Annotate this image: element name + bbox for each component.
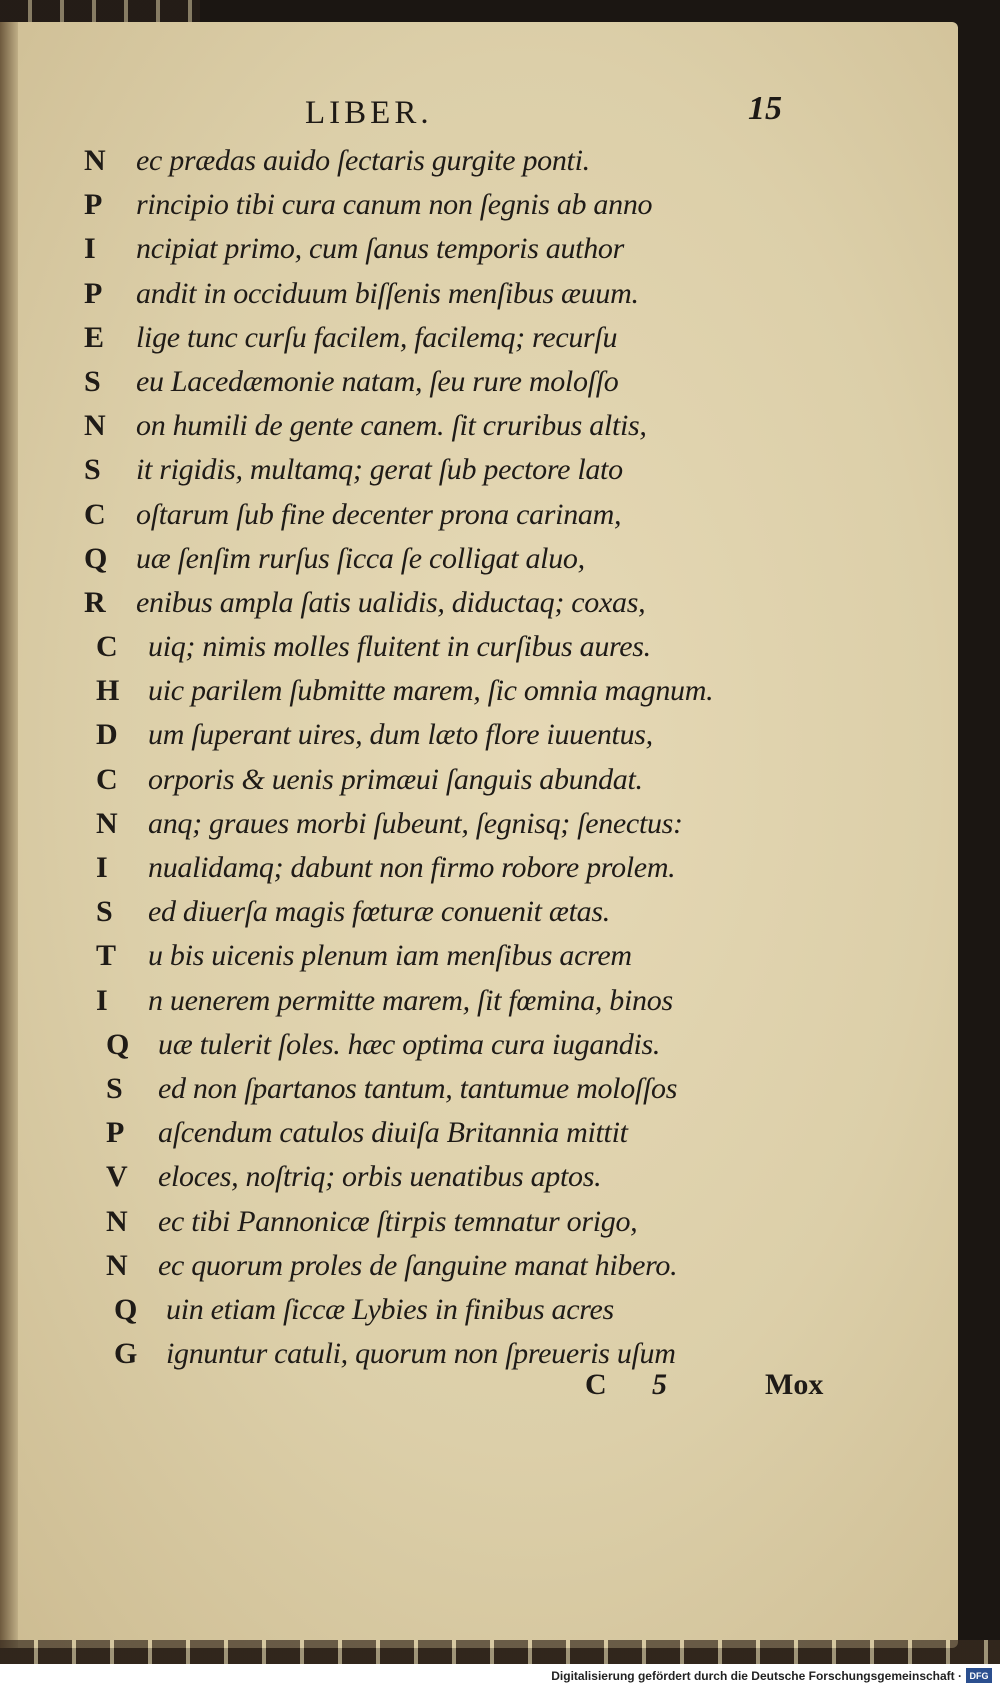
verse-line	[84, 1072, 864, 1116]
verse-line	[84, 1249, 864, 1293]
line-text: ec quorum proles de ſanguine manat hibero.	[158, 1248, 678, 1282]
line-initial: E	[84, 320, 105, 354]
line-text: ec prædas auido ſectaris gurgite ponti.	[136, 144, 590, 177]
line-text: uiq; nimis molles fluitent in curſibus aures.	[148, 630, 651, 664]
line-initial: D	[96, 718, 118, 752]
line-initial: S	[84, 364, 101, 398]
line-text: anq; graues morbi ſubeunt, ſegnisq; ſenectus:	[148, 806, 683, 840]
line-text: aſcendum catulos diuiſa Britannia mittit	[158, 1116, 628, 1150]
verse-line	[84, 1160, 864, 1204]
line-text: ed non ſpartanos tantum, tantumue moloſſos	[158, 1071, 678, 1105]
verse-line	[84, 321, 864, 365]
line-initial: Q	[106, 1027, 130, 1061]
line-initial: V	[106, 1160, 128, 1194]
verse-line	[84, 498, 864, 542]
signature-number: 5	[652, 1368, 667, 1401]
line-initial: P	[84, 276, 103, 310]
line-initial: I	[96, 851, 108, 884]
line-initial: S	[96, 895, 113, 929]
line-initial: N	[84, 409, 106, 443]
bottom-page-edges	[0, 1640, 1000, 1664]
dfg-logo-icon: DFG	[966, 1668, 992, 1683]
verse-line	[84, 409, 864, 453]
line-text: enibus ampla ſatis ualidis, diductaq; coxas,	[136, 585, 646, 619]
verse-line	[84, 365, 864, 409]
verse-line	[84, 188, 864, 232]
line-initial: P	[84, 188, 103, 222]
page-gutter-shadow	[0, 22, 18, 1648]
line-initial: H	[96, 674, 120, 708]
line-initial: N	[106, 1248, 128, 1282]
folio-number: 15	[748, 90, 782, 127]
verse-line	[84, 586, 864, 630]
line-initial: Q	[114, 1292, 138, 1326]
line-initial: I	[84, 232, 96, 266]
line-text: oſtarum ſub fine decenter prona carinam,	[136, 497, 622, 531]
running-head: LIBER.	[305, 95, 433, 131]
line-initial: S	[106, 1071, 123, 1105]
line-text: andit in occiduum biſſenis menſibus æuum.	[136, 276, 639, 310]
line-text: it rigidis, multamq; gerat ſub pectore lato	[136, 453, 623, 487]
line-initial: P	[106, 1116, 125, 1150]
verse-line	[84, 895, 864, 939]
catchword: Mox	[765, 1368, 824, 1401]
line-text: eu Lacedæmonie natam, ſeu rure moloſſo	[136, 364, 619, 398]
line-initial: G	[114, 1337, 138, 1371]
verse-line	[84, 1337, 864, 1381]
line-initial: N	[84, 144, 106, 177]
line-text: uic parilem ſubmitte marem, ſic omnia magnum.	[148, 674, 714, 708]
line-initial: N	[96, 806, 118, 840]
line-text: orporis & uenis primæui ſanguis abundat.	[148, 762, 643, 796]
line-text: lige tunc curſu facilem, facilemq; recurſu	[136, 320, 618, 354]
line-text: n uenerem permitte marem, ſit fœmina, binos	[148, 983, 673, 1017]
top-page-edges	[0, 0, 200, 24]
verse-line	[84, 1293, 864, 1337]
line-initial: S	[84, 453, 101, 487]
line-text: uæ ſenſim rurſus ſicca ſe colligat aluo,	[136, 541, 585, 575]
verse-line	[84, 718, 864, 762]
line-text: eloces, noſtriq; orbis uenatibus aptos.	[158, 1160, 602, 1194]
line-initial: Q	[84, 541, 108, 575]
verse-line	[84, 1205, 864, 1249]
verse-line	[84, 232, 864, 276]
line-text: ec tibi Pannonicæ ſtirpis temnatur origo,	[158, 1204, 638, 1238]
line-text: ed diuerſa magis fœturæ conuenit ætas.	[148, 895, 610, 929]
line-text: ncipiat primo, cum ſanus temporis author	[136, 232, 624, 266]
line-text: nualidamq; dabunt non firmo robore prolem.	[148, 851, 676, 884]
verse-line	[84, 939, 864, 983]
verse-line	[84, 984, 864, 1028]
line-initial: T	[96, 939, 117, 973]
verse-line	[84, 144, 864, 188]
verse-line	[84, 763, 864, 807]
funding-credit: Digitalisierung gefördert durch die Deutsche Forschungsgemeinschaft ·	[551, 1669, 962, 1683]
verse-line	[84, 1028, 864, 1072]
line-initial: R	[84, 585, 106, 619]
verse-line	[84, 674, 864, 718]
line-text: uæ tulerit ſoles. hæc optima cura iugandis.	[158, 1027, 661, 1061]
verse-line	[84, 453, 864, 497]
verse-text	[84, 144, 864, 1381]
verse-line	[84, 1116, 864, 1160]
line-initial: C	[96, 630, 118, 664]
line-text: u bis uicenis plenum iam menſibus acrem	[148, 939, 632, 973]
verse-line	[84, 630, 864, 674]
verse-line	[84, 851, 864, 895]
signature-mark: C	[585, 1368, 607, 1401]
line-text: rincipio tibi cura canum non ſegnis ab anno	[136, 188, 653, 222]
line-text: on humili de gente canem. ſit cruribus altis,	[136, 409, 647, 443]
verse-line	[84, 277, 864, 321]
line-text: um ſuperant uires, dum læto flore iuuentus,	[148, 718, 653, 752]
line-initial: N	[106, 1204, 128, 1238]
line-initial: C	[84, 497, 106, 531]
line-initial: C	[96, 762, 118, 796]
verse-line	[84, 542, 864, 586]
verse-line	[84, 807, 864, 851]
line-initial: I	[96, 983, 108, 1017]
line-text: uin etiam ſiccæ Lybies in finibus acres	[166, 1292, 614, 1326]
line-text: ignuntur catuli, quorum non ſpreueris uſum	[166, 1337, 676, 1371]
